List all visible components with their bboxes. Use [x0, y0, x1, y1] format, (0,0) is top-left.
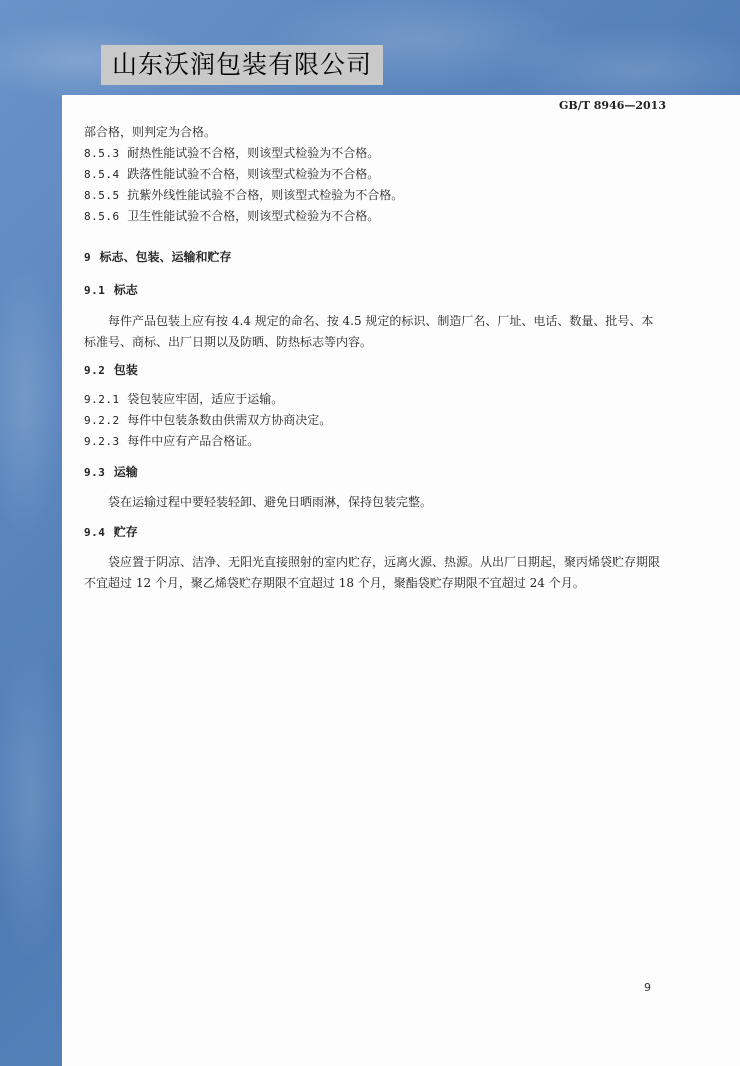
section-number: 9.3: [84, 466, 106, 479]
section-9-4-heading: [84, 523, 138, 542]
clause-number: 8.5.4: [84, 168, 120, 181]
clause-text: 耐热性能试验不合格，则该型式检验为不合格。: [127, 146, 380, 160]
clause-number: 8.5.5: [84, 189, 120, 202]
company-banner: 山东沃润包装有限公司: [101, 45, 383, 85]
clause-number: 9.2.1: [84, 393, 120, 406]
clause-8-5-3: [84, 144, 379, 163]
section-title: 贮存: [113, 525, 138, 539]
section-title: 标志: [113, 283, 138, 297]
section-9-heading: [84, 248, 232, 267]
clause-8-5-4: [84, 165, 379, 184]
clause-text: 每件中包装条数由供需双方协商决定。: [127, 413, 332, 427]
page-number: 9: [644, 981, 651, 994]
text-line: 部合格，则判定为合格。: [84, 125, 217, 139]
section-9-2-heading: [84, 361, 138, 380]
clause-8-5-6: [84, 207, 379, 226]
clause-number: 8.5.3: [84, 147, 120, 160]
section-title: 标志、包装、运输和贮存: [99, 250, 232, 264]
document-page: [62, 95, 740, 1066]
clause-text: 袋包装应牢固，适应于运输。: [127, 392, 284, 406]
clause-number: 9.2.3: [84, 435, 120, 448]
section-title: 包装: [113, 363, 138, 377]
clause-text: 每件中应有产品合格证。: [127, 434, 260, 448]
section-number: 9.4: [84, 526, 106, 539]
clause-number: 8.5.6: [84, 210, 120, 223]
clause-text: 卫生性能试验不合格，则该型式检验为不合格。: [127, 209, 380, 223]
section-9-4-body: 袋应置于阴凉、洁净、无阳光直接照射的室内贮存，远离火源、热源。从出厂日期起，聚丙烯袋贮存期限不宜超过 12 个月，聚乙烯袋贮存期限不宜超过 18 个月，聚酯袋贮存期限不宜超过 24 个月。: [84, 555, 661, 590]
section-9-3-body: 袋在运输过程中要轻装轻卸、避免日晒雨淋，保持包装完整。: [108, 495, 433, 509]
section-9-3-heading: [84, 463, 138, 482]
clause-9-2-1: [84, 390, 283, 409]
clause-9-2-3: [84, 432, 259, 451]
clause-text: 抗紫外线性能试验不合格，则该型式检验为不合格。: [127, 188, 404, 202]
standard-code: GB/T 8946—2013: [559, 99, 666, 112]
clause-text: 跌落性能试验不合格，则该型式检验为不合格。: [127, 167, 380, 181]
clause-8-5-5: [84, 186, 403, 205]
section-number: 9.1: [84, 284, 106, 297]
section-9-1-body: 每件产品包装上应有按 4.4 规定的命名、按 4.5 规定的标识、制造厂名、厂址、电话、数量、批号、本标准号、商标、出厂日期以及防晒、防热标志等内容。: [84, 314, 654, 349]
clause-9-2-2: [84, 411, 331, 430]
section-number: 9: [84, 251, 92, 264]
clause-number: 9.2.2: [84, 414, 120, 427]
section-title: 运输: [113, 465, 138, 479]
section-number: 9.2: [84, 364, 106, 377]
section-9-1-heading: [84, 281, 138, 300]
